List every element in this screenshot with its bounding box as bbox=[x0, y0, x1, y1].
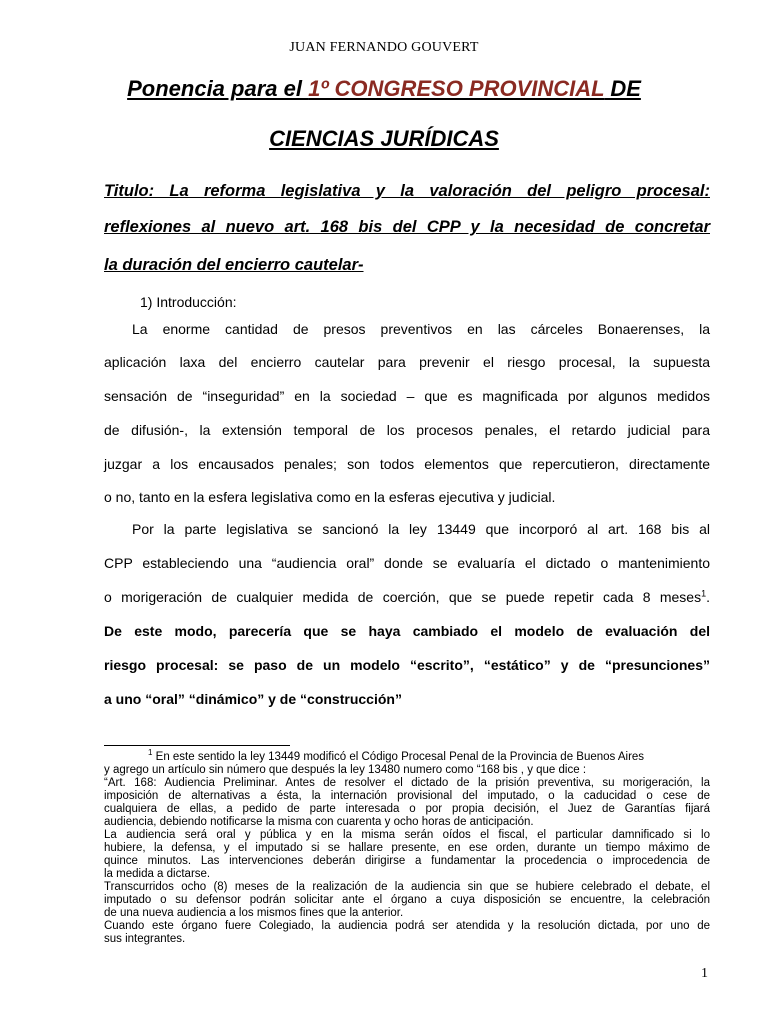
paragraph-1-line: o no, tanto en la esfera legislativa como en la esferas ejecutiva y judicial. bbox=[104, 489, 556, 505]
paragraph-2-line bbox=[104, 588, 710, 606]
paragraph-3-bold-line: riesgo procesal: se paso de un modelo “escrito”, “estático” y de “presunciones” bbox=[104, 657, 710, 673]
footnote-line: La audiencia será oral y pública y en la misma serán oídos el fiscal, el particular damnificado si lo bbox=[104, 829, 710, 841]
paragraph-1-line: de difusión-, la extensión temporal de los procesos penales, el retardo judicial para bbox=[104, 422, 710, 438]
title-congress-name: 1º CONGRESO PROVINCIAL bbox=[308, 76, 605, 101]
footnote-line: y agrego un artículo sin número que después la ley 13480 numero como “168 bis , y que dice : bbox=[104, 764, 587, 776]
paragraph-3-bold-line: a uno “oral” “dinámico” y de “construcción” bbox=[104, 691, 402, 707]
paragraph-1-line: juzgar a los encausados penales; son todos elementos que repercutieron, directamente bbox=[104, 456, 710, 472]
footnote-line: Transcurridos ocho (8) meses de la realización de la audiencia sin que se hubiere celebrado el debate, el bbox=[104, 881, 710, 893]
footnote-line: hubiere, la defensa, y el imputado si se hallare presente, en ese orden, durante un tiempo máximo de bbox=[104, 842, 710, 854]
footnote-separator bbox=[104, 745, 290, 746]
document-title-line-2: CIENCIAS JURÍDICAS bbox=[269, 126, 499, 151]
footnote-reference[interactable]: 1 bbox=[701, 588, 707, 599]
paragraph-2-line: Por la parte legislativa se sancionó la ley 13449 que incorporó al art. 168 bis al bbox=[132, 521, 710, 537]
footnote-line: de una nueva audiencia a los mismos fines que la anterior. bbox=[104, 907, 404, 919]
title-text-part-3: DE bbox=[604, 76, 641, 101]
paragraph-3-bold-line: De este modo, parecería que se haya cambiado el modelo de evaluación del bbox=[104, 623, 710, 639]
footnote-line: sus integrantes. bbox=[104, 933, 186, 945]
paragraph-1-line: sensación de “inseguridad” en la sociedad – que es magnificada por algunos medidos bbox=[104, 388, 710, 404]
footnote-text: En este sentido la ley 13449 modificó el Código Procesal Penal de la Provincia de Buenos Aires bbox=[152, 751, 645, 763]
footnote-number: 1 bbox=[148, 748, 153, 758]
footnote-line: cualquiera de ellas, a pedido de parte interesada o por propia decisión, el Juez de Garantías fijará bbox=[104, 803, 710, 815]
paragraph-2-line: CPP estableciendo una “audiencia oral” donde se evaluaría el dictado o mantenimiento bbox=[104, 555, 710, 571]
footnote-line: la medida a dictarse. bbox=[104, 868, 211, 880]
subtitle-line: Titulo: La reforma legislativa y la valoración del peligro procesal: bbox=[104, 182, 710, 200]
document-title-line-1 bbox=[0, 76, 768, 102]
footnote-line: imputado o su defensor podrán solicitar ante el órgano a cuya disposición se encuentre, la celebración bbox=[104, 894, 710, 906]
section-heading: 1) Introducción: bbox=[140, 294, 237, 310]
author-header: JUAN FERNANDO GOUVERT bbox=[289, 40, 479, 55]
paragraph-1-line: aplicación laxa del encierro cautelar para prevenir el riesgo procesal, la supuesta bbox=[104, 354, 710, 370]
footnote-line: Cuando este órgano fuere Colegiado, la audiencia podrá ser atendida y la resolución dictada, por uno de bbox=[104, 920, 710, 932]
paragraph-1-line: La enorme cantidad de presos preventivos en las cárceles Bonaerenses, la bbox=[132, 321, 710, 337]
page-number: 1 bbox=[701, 966, 708, 981]
paragraph-2-text: o morigeración de cualquier medida de coerción, que se puede repetir cada 8 meses bbox=[104, 589, 702, 605]
subtitle-line: reflexiones al nuevo art. 168 bis del CPP y la necesidad de concretar bbox=[104, 218, 710, 236]
footnote-line: imposición de alternativas a ésta, la internación provisional del imputado, o la caducidad o cese de bbox=[104, 790, 710, 802]
title-text-part-1: Ponencia para el bbox=[127, 76, 309, 101]
footnote-line: “Art. 168: Audiencia Preliminar. Antes de resolver el dictado de la prisión preventiva, su morigeración, la bbox=[104, 777, 710, 789]
footnote-line bbox=[104, 748, 710, 764]
footnote-line: audiencia, debiendo notificarse la misma con cuarenta y ocho horas de anticipación. bbox=[104, 816, 534, 828]
subtitle-line: la duración del encierro cautelar- bbox=[104, 256, 364, 274]
sentence-period: . bbox=[706, 589, 710, 605]
footnote-line: quince minutos. Las intervenciones deberán dirigirse a fundamentar la procedencia o improcedencia de bbox=[104, 855, 710, 867]
